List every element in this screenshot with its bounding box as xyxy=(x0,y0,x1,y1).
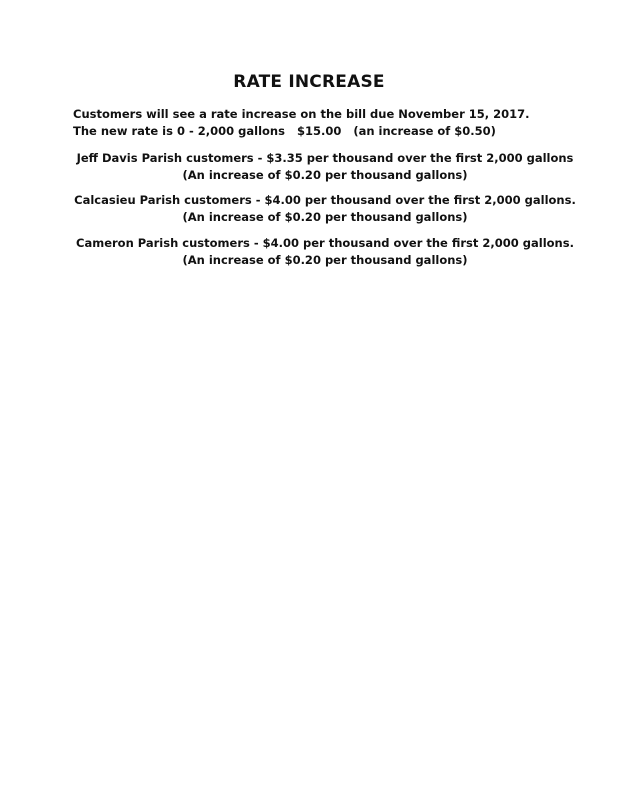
parish-rate-line: Calcasieu Parish customers - $4.00 per thousand over the first 2,000 gallons. xyxy=(74,193,576,207)
parish-increase-line: (An increase of $0.20 per thousand gallons) xyxy=(182,209,468,224)
parish-increase-line: (An increase of $0.20 per thousand gallons) xyxy=(182,167,468,182)
cameron-parish-rate xyxy=(60,235,590,268)
parish-rate-line: Cameron Parish customers - $4.00 per thousand over the first 2,000 gallons. xyxy=(76,236,574,250)
intro-paragraph: Customers will see a rate increase on the bill due November 15, 2017. The new rate is 0 - 2,000 gallons $15.00 (an increase of $0.50) xyxy=(73,107,534,138)
jeff-davis-parish-rate xyxy=(60,150,590,183)
calcasieu-parish-rate xyxy=(60,192,590,225)
page-title: RATE INCREASE xyxy=(233,72,385,92)
parish-increase-line: (An increase of $0.20 per thousand gallons) xyxy=(182,252,468,267)
parish-rate-line: Jeff Davis Parish customers - $3.35 per thousand over the first 2,000 gallons xyxy=(76,151,574,165)
